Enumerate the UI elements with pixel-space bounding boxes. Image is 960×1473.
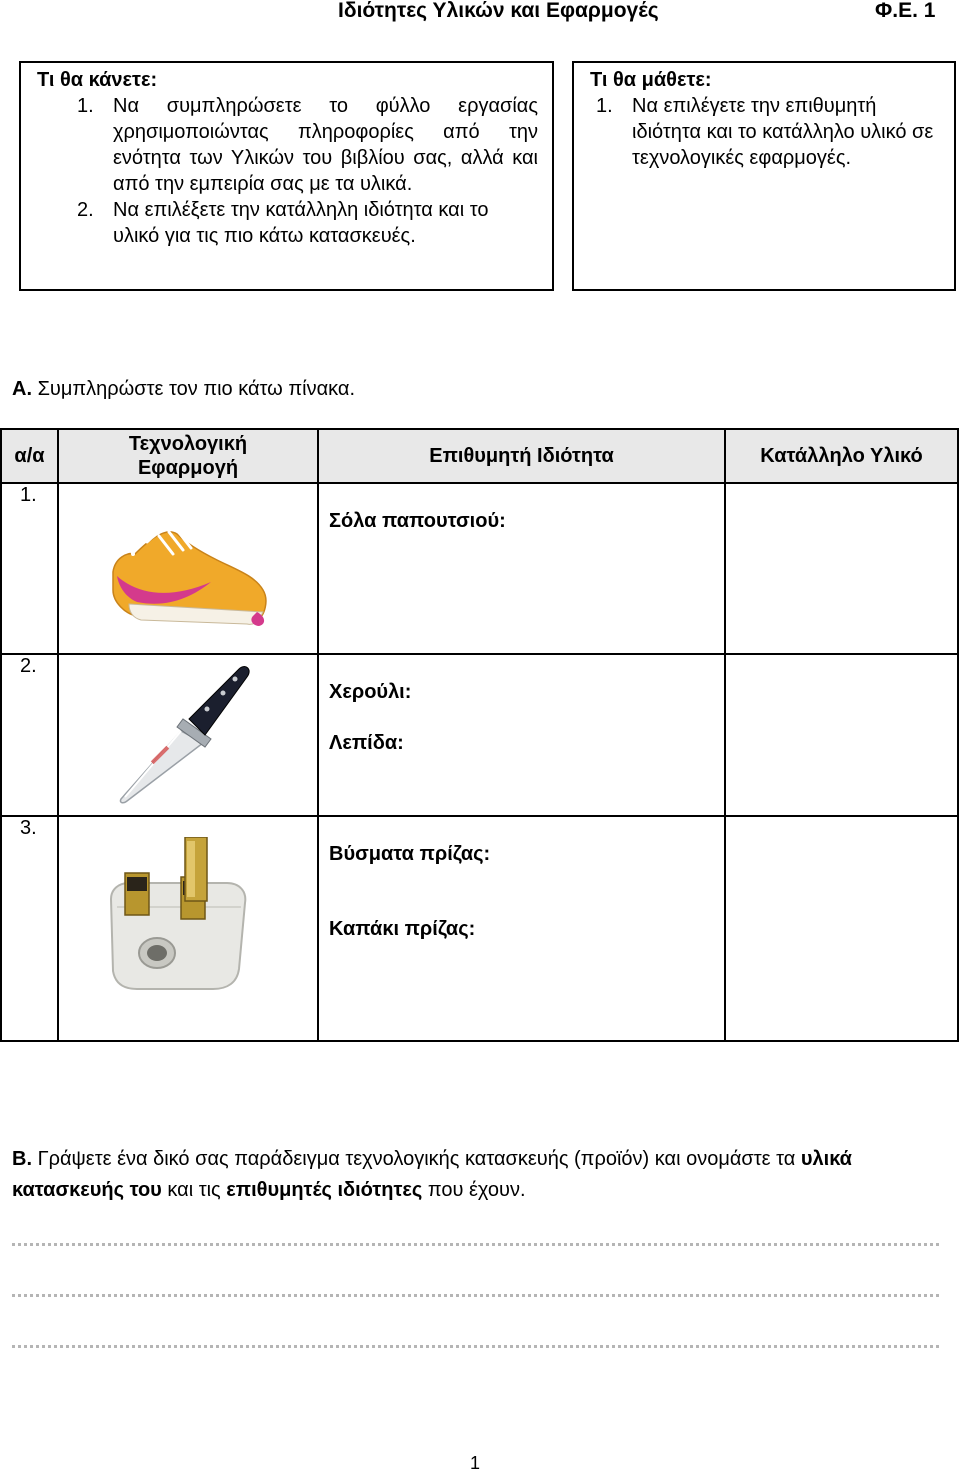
- list-item: [596, 93, 940, 171]
- material-cell[interactable]: [725, 483, 958, 654]
- header-application-line1: Τεχνολογική: [128, 433, 248, 455]
- header-index: α/α: [1, 429, 58, 483]
- plug-image: [97, 837, 257, 997]
- property-label: Χερούλι:: [329, 681, 412, 703]
- table-row: [1, 483, 958, 654]
- learning-heading: Τι θα μάθετε:: [590, 69, 712, 91]
- answer-line[interactable]: [12, 1243, 939, 1246]
- application-cell: [58, 483, 318, 654]
- header-property: Επιθυμητή Ιδιότητα: [318, 429, 725, 483]
- item-text: Να συμπληρώσετε το φύλλο εργασίας χρησιμοποιώντας πληροφορίες από την ενότητα των Υλικών του βιβλίου σας, αλλά και από την εμπειρία σας με τα υλικά.: [113, 95, 538, 195]
- application-cell: [58, 816, 318, 1041]
- property-label: Σόλα παπουτσιού:: [329, 510, 506, 532]
- section-b-bold1: υλικά κατασκευής του: [12, 1148, 852, 1201]
- row-number: 3.: [1, 816, 58, 1041]
- section-b-label: Β.: [12, 1148, 32, 1170]
- header-application-line2: Εφαρμογή: [137, 457, 239, 479]
- property-cell: [318, 483, 725, 654]
- property-label: Λεπίδα:: [329, 732, 404, 754]
- list-item: [77, 93, 538, 197]
- section-a-label: Α.: [12, 378, 32, 400]
- property-label: Βύσματα πρίζας:: [329, 843, 491, 865]
- table-row: [1, 654, 958, 816]
- table-header-row: [1, 429, 958, 483]
- property-cell: [318, 816, 725, 1041]
- table-row: [1, 816, 958, 1041]
- material-cell[interactable]: [725, 654, 958, 816]
- sneaker-image: [107, 520, 277, 630]
- objectives-box: [19, 61, 554, 291]
- answer-line[interactable]: [12, 1345, 939, 1348]
- page-number: 1: [470, 1453, 481, 1473]
- header-material: Κατάλληλο Υλικό: [725, 429, 958, 483]
- row-number: 2.: [1, 654, 58, 816]
- section-b-instruction: [12, 1144, 942, 1206]
- item-number: 2.: [77, 199, 94, 221]
- section-a-text: Συμπληρώστε τον πιο κάτω πίνακα.: [37, 378, 356, 400]
- worksheet-code: Φ.Ε. 1: [875, 0, 936, 22]
- section-a-instruction: [12, 376, 355, 402]
- materials-table: [0, 428, 959, 1042]
- section-b-text1: Γράψετε ένα δικό σας παράδειγμα τεχνολογικής κατασκευής (προϊόν) και ονομάστε τα: [37, 1148, 796, 1170]
- property-cell: [318, 654, 725, 816]
- section-b-bold2: επιθυμητές ιδιότητες: [226, 1179, 423, 1201]
- application-cell: [58, 654, 318, 816]
- learning-list: [590, 93, 940, 171]
- property-label: Καπάκι πρίζας:: [329, 918, 476, 940]
- document-title: Ιδιότητες Υλικών και Εφαρμογές: [338, 0, 659, 22]
- learning-box: [572, 61, 956, 291]
- material-cell[interactable]: [725, 816, 958, 1041]
- row-number: 1.: [1, 483, 58, 654]
- item-number: 1.: [77, 95, 94, 117]
- item-number: 1.: [596, 95, 613, 117]
- header-application: [58, 429, 318, 483]
- answer-line[interactable]: [12, 1294, 939, 1297]
- section-b-text2: και τις: [167, 1179, 221, 1201]
- item-text: Να επιλέξετε την κατάλληλη ιδιότητα και το υλικό για τις πιο κάτω κατασκευές.: [113, 199, 489, 247]
- list-item: [77, 197, 538, 249]
- section-b-text3: που έχουν.: [427, 1179, 526, 1201]
- objectives-heading: Τι θα κάνετε:: [37, 69, 158, 91]
- knife-image: [111, 661, 261, 811]
- item-text: Να επιλέγετε την επιθυμητή ιδιότητα και το κατάλληλο υλικό σε τεχνολογικές εφαρμογές.: [632, 95, 934, 169]
- objectives-list: [37, 93, 538, 249]
